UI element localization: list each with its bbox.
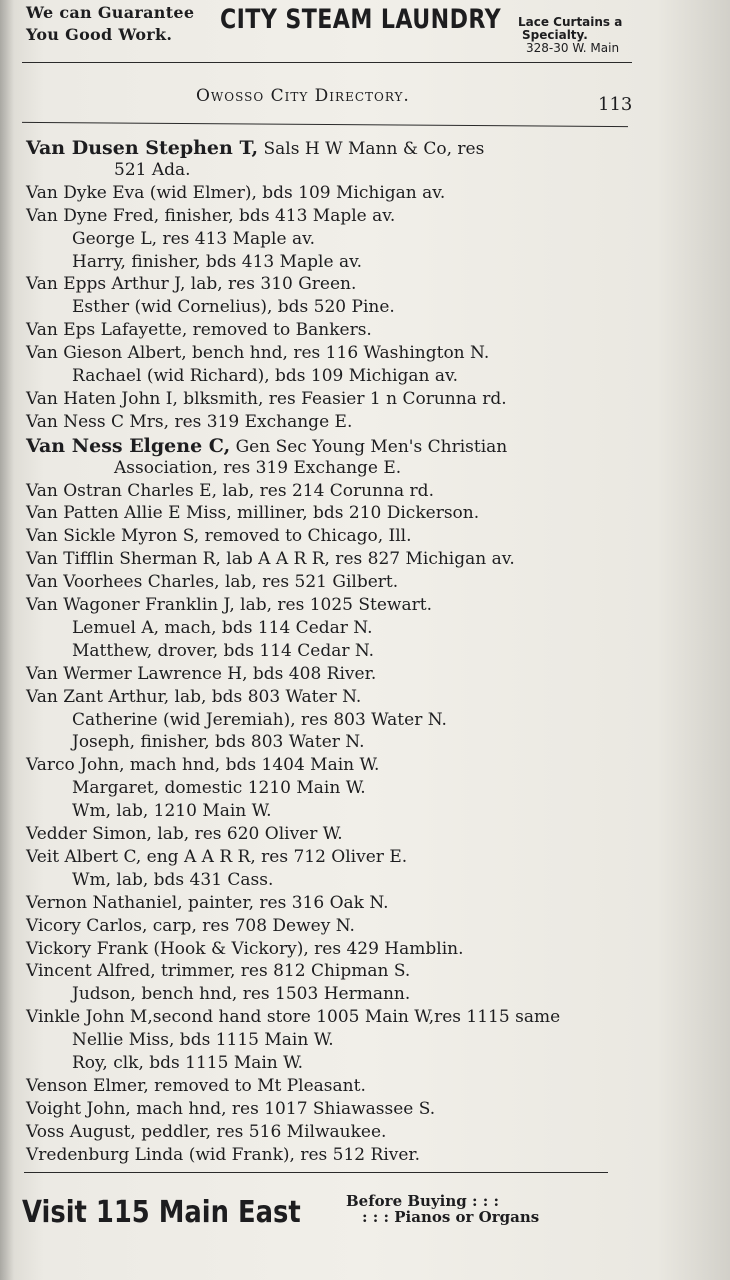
entry-text: Van Dyke Eva (wid Elmer), bds 109 Michigan av. (26, 182, 446, 203)
entry-text: Vernon Nathaniel, painter, res 316 Oak N. (26, 892, 389, 913)
header-rule-bottom (22, 122, 628, 127)
ad-guarantee-line2: You Good Work. (26, 25, 173, 44)
directory-entry (26, 687, 361, 707)
directory-entry (26, 961, 410, 981)
ad-guarantee-line1: We can Guarantee (26, 3, 195, 22)
entry-text: Van Zant Arthur, lab, bds 803 Water N. (26, 686, 362, 707)
entry-text: Van Haten John I, blksmith, res Feasier 1 n Corunna rd. (26, 388, 507, 409)
directory-entry (26, 824, 343, 844)
directory-entry (26, 1007, 560, 1027)
entry-text: Margaret, domestic 1210 Main W. (72, 778, 366, 799)
entry-text: Veit Albert C, eng A A R R, res 712 Oliver E. (26, 846, 408, 867)
entry-text: Van Ness C Mrs, res 319 Exchange E. (26, 411, 353, 432)
entry-text: Van Patten Allie E Miss, milliner, bds 210 Dickerson. (26, 503, 480, 524)
entry-text: Van Wagoner Franklin J, lab, res 1025 Stewart. (26, 595, 432, 615)
entry-text: Vredenburg Linda (wid Frank), res 512 River. (26, 1144, 421, 1165)
entry-text: Voight John, mach hnd, res 1017 Shiawassee S. (26, 1098, 436, 1119)
entry-text: 521 Ada. (114, 159, 191, 180)
directory-subentry (72, 801, 272, 821)
directory-subentry (72, 229, 315, 249)
entry-text: Van Wermer Lawrence H, bds 408 River. (26, 663, 377, 684)
ad-laundry-name: CITY STEAM LAUNDRY (220, 4, 502, 35)
entry-text: Vedder Simon, lab, res 620 Oliver W. (26, 824, 343, 844)
entry-text: Wm, lab, bds 431 Cass. (72, 869, 274, 890)
ad-guarantee-text (26, 2, 194, 46)
binding-shadow (0, 0, 14, 1280)
directory-entry (26, 320, 372, 340)
directory-entry (26, 572, 398, 592)
entry-text: Joseph, finisher, bds 803 Water N. (72, 732, 365, 753)
entry-text: Nellie Miss, bds 1115 Main W. (72, 1030, 334, 1051)
header-rule-top (22, 62, 632, 63)
directory-subentry (72, 252, 362, 272)
entry-text: Matthew, drover, bds 114 Cedar N. (72, 640, 375, 661)
directory-entry (26, 939, 463, 959)
directory-subentry (72, 366, 458, 386)
entry-text: Esther (wid Cornelius), bds 520 Pine. (72, 297, 395, 318)
entry-text: Association, res 319 Exchange E. (114, 457, 402, 478)
entry-text: Van Sickle Myron S, removed to Chicago, Ill. (26, 526, 412, 547)
directory-entry (26, 664, 376, 684)
footer-ad-line1: Before Buying : : : (346, 1192, 500, 1210)
entry-text: Van Gieson Albert, bench hnd, res 116 Washington N. (26, 343, 490, 364)
entry-text: Vicory Carlos, carp, res 708 Dewey N. (26, 915, 355, 936)
entry-text: Harry, finisher, bds 413 Maple av. (72, 251, 363, 272)
header-advertisement (22, 2, 722, 62)
footer-ad-line2: : : : Pianos or Organs (362, 1208, 540, 1226)
entry-text: Van Dyne Fred, finisher, bds 413 Maple av. (26, 205, 396, 226)
ad-lace-curtains-text (518, 16, 622, 55)
directory-subentry (72, 778, 366, 798)
entry-text: Vinkle John M,second hand store 1005 Main W,res 1115 same (26, 1007, 561, 1028)
entry-text: Wm, lab, 1210 Main W. (72, 801, 272, 822)
directory-entry (26, 274, 356, 294)
entry-text: Van Eps Lafayette, removed to Bankers. (26, 320, 372, 341)
directory-entry-continuation (114, 160, 191, 180)
entry-text: Van Ostran Charles E, lab, res 214 Corunna rd. (26, 480, 434, 501)
entry-text: Van Epps Arthur J, lab, res 310 Green. (26, 274, 357, 295)
directory-subentry (72, 1030, 334, 1050)
running-head-title: Owosso City Directory. (196, 86, 410, 106)
directory-entry (26, 206, 395, 226)
entry-text: Lemuel A, mach, bds 114 Cedar N. (72, 617, 373, 638)
directory-subentry (72, 1053, 303, 1073)
entry-text: Varco John, mach hnd, bds 1404 Main W. (26, 755, 380, 776)
ad-right-line1: Lace Curtains a (518, 15, 623, 29)
ad-right-line2: Specialty. (522, 28, 588, 42)
entry-text: Judson, bench hnd, res 1503 Hermann. (72, 984, 411, 1005)
directory-entry (26, 916, 355, 936)
directory-subentry (72, 618, 373, 638)
entry-text: Catherine (wid Jeremiah), res 803 Water N. (72, 709, 447, 730)
directory-entry (26, 526, 412, 546)
footer-rule (24, 1172, 608, 1173)
directory-subentry (72, 870, 273, 890)
ad-right-line3: 328-30 W. Main (526, 41, 620, 55)
directory-subentry (72, 732, 365, 752)
directory-subentry (72, 710, 447, 730)
directory-entry (26, 389, 507, 409)
entry-text: Roy, clk, bds 1115 Main W. (72, 1053, 304, 1073)
directory-entry (26, 343, 489, 363)
directory-entry (26, 1099, 435, 1119)
page-number: 113 (598, 94, 633, 115)
entry-text: Vincent Alfred, trimmer, res 812 Chipman S. (26, 961, 411, 982)
directory-entry (26, 435, 507, 457)
directory-entry (26, 549, 515, 569)
entry-text: Gen Sec Young Men's Christian (230, 436, 508, 457)
directory-subentry (72, 641, 374, 661)
directory-entry (26, 893, 389, 913)
directory-subentry (72, 297, 395, 317)
entry-text: George L, res 413 Maple av. (72, 228, 316, 249)
directory-entry (26, 137, 484, 159)
directory-entry (26, 1145, 420, 1165)
entry-text: Van Tifflin Sherman R, lab A A R R, res 827 Michigan av. (26, 549, 515, 570)
footer-ad-main: Visit 115 Main East (22, 1195, 301, 1230)
entry-bold-name: Van Dusen Stephen T, (26, 137, 259, 159)
entry-text: Van Voorhees Charles, lab, res 521 Gilbert. (26, 572, 399, 593)
directory-entry (26, 847, 407, 867)
entry-text: Voss August, peddler, res 516 Milwaukee. (26, 1121, 387, 1142)
directory-entry-continuation (114, 458, 401, 478)
entry-text: Rachael (wid Richard), bds 109 Michigan av. (72, 366, 459, 386)
entry-bold-name: Van Ness Elgene C, (26, 434, 231, 457)
directory-entry (26, 1076, 366, 1096)
entry-text: Sals H W Mann & Co, res (258, 139, 485, 159)
directory-entry (26, 481, 434, 501)
entry-text: Venson Elmer, removed to Mt Pleasant. (26, 1075, 366, 1096)
directory-entry (26, 755, 379, 775)
directory-subentry (72, 984, 410, 1004)
directory-entry (26, 595, 432, 615)
directory-entry (26, 503, 479, 523)
entry-text: Vickory Frank (Hook & Vickory), res 429 Hamblin. (26, 938, 464, 959)
directory-entry (26, 412, 352, 432)
directory-entry (26, 1122, 386, 1142)
directory-entry (26, 183, 445, 203)
